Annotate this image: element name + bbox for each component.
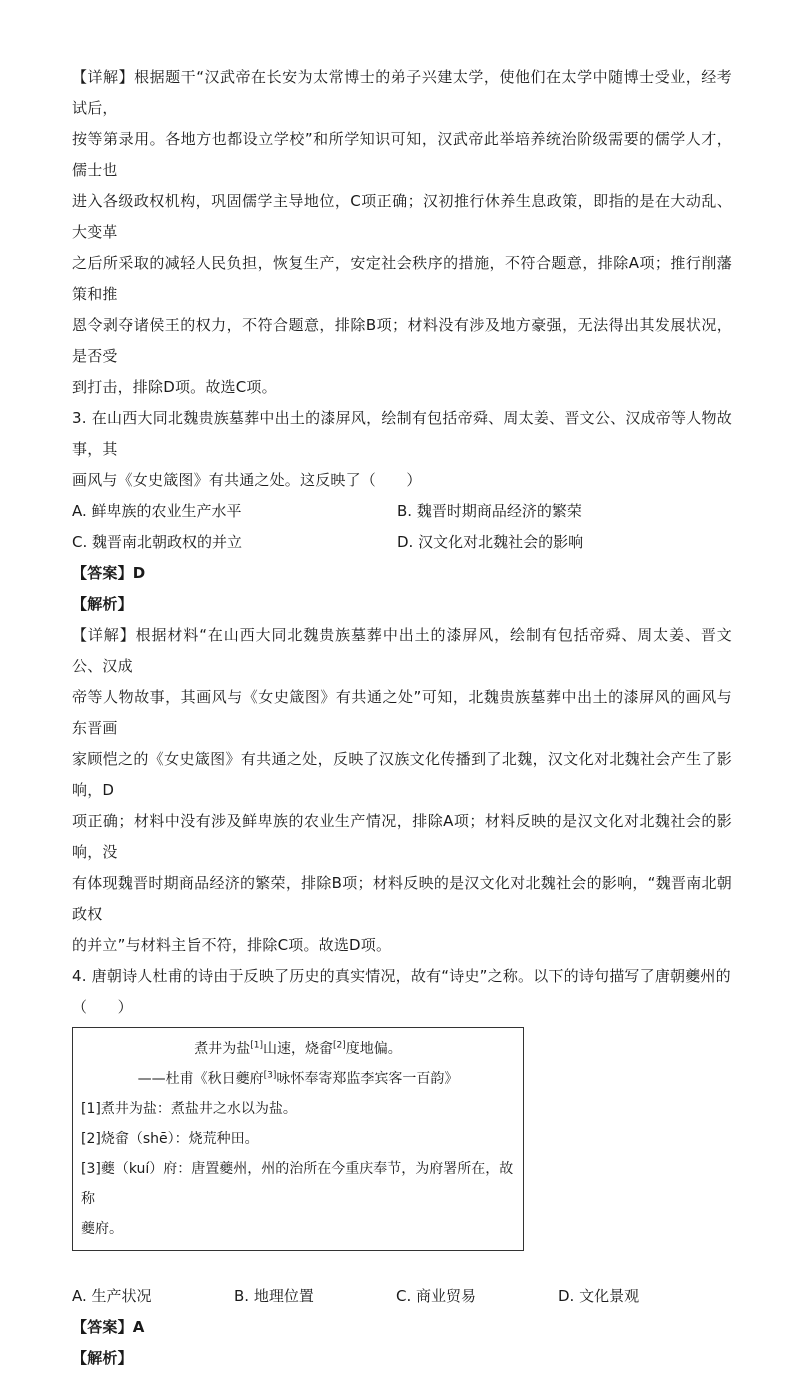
text-line: 项正确；材料中没有涉及鲜卑族的农业生产情况，排除A项；材料反映的是汉文化对北魏社会的影响，没 <box>72 812 732 861</box>
text-line: 【详解】根据材料“在山西大同北魏贵族墓葬中出土的漆屏风，绘制有包括帝舜、周太姜、晋文公、汉成 <box>72 626 732 675</box>
poem-box <box>72 1027 524 1251</box>
q4-stem-line: （ ） <box>72 998 133 1016</box>
q4-analysis-label: 【解析】 <box>72 1349 133 1367</box>
q4-option-a: A. 生产状况 <box>72 1287 152 1305</box>
text-line: 有体现魏晋时期商品经济的繁荣，排除B项；材料反映的是汉文化对北魏社会的影响，“魏晋南北朝政权 <box>72 874 732 923</box>
text-line: 进入各级政权机构，巩固儒学主导地位，C项正确；汉初推行休养生息政策，即指的是在大动乱、大变革 <box>72 192 732 241</box>
text-line: 的并立”与材料主旨不符，排除C项。故选D项。 <box>72 936 392 954</box>
text-line: 之后所采取的减轻人民负担，恢复生产，安定社会秩序的措施，不符合题意，排除A项；推行削藩策和推 <box>72 254 732 303</box>
q3-analysis-label: 【解析】 <box>72 595 133 613</box>
q3-option-c: C. 魏晋南北朝政权的并立 <box>72 533 243 551</box>
q3-stem-line: 3. 在山西大同北魏贵族墓葬中出土的漆屏风，绘制有包括帝舜、周太姜、晋文公、汉成帝等人物故事，其 <box>72 409 732 458</box>
text-line: 到打击，排除D项。故选C项。 <box>72 378 277 396</box>
document-page <box>72 62 732 1374</box>
q4-option-d: D. 文化景观 <box>558 1287 640 1305</box>
q3-options-row <box>72 496 732 527</box>
footnote-1: [1]煮井为盐：煮盐井之水以为盐。 <box>81 1101 297 1117</box>
q3-options-row <box>72 527 732 558</box>
text-line: 恩令剥夺诸侯王的权力，不符合题意，排除B项；材料没有涉及地方豪强，无法得出其发展状况，是否受 <box>72 316 732 365</box>
footnote-ref-2: [2] <box>333 1040 346 1051</box>
q4-option-c: C. 商业贸易 <box>396 1287 477 1305</box>
footnote-ref-3: [3] <box>263 1070 277 1081</box>
text-line: 帝等人物故事，其画风与《女史箴图》有共通之处”可知，北魏贵族墓葬中出土的漆屏风的画风与东晋画 <box>72 688 732 737</box>
q3-option-b: B. 魏晋时期商品经济的繁荣 <box>397 502 582 520</box>
footnote-2: [2]烧畲（shē）：烧荒种田。 <box>81 1131 259 1147</box>
q2-analysis <box>72 62 732 403</box>
poem-source: ——杜甫《秋日夔府[3]咏怀奉寄郑监李宾客一百韵》 <box>137 1070 459 1087</box>
footnote-ref-1: [1] <box>250 1040 263 1051</box>
footnote-3: [3]夔（kuí）府：唐置夔州，州的治所在今重庆奉节，为府署所在，故称 <box>81 1161 514 1207</box>
q3-answer: 【答案】D <box>72 564 146 582</box>
poem-line: 煮井为盐[1]山速，烧畲[2]度地偏。 <box>194 1040 402 1057</box>
question-3 <box>72 403 732 961</box>
q4-answer: 【答案】A <box>72 1318 145 1336</box>
footnote-3-cont: 夔府。 <box>81 1221 123 1237</box>
text-line: 家顾恺之的《女史箴图》有共通之处，反映了汉族文化传播到了北魏，汉文化对北魏社会产生了影响，D <box>72 750 732 799</box>
q3-option-d: D. 汉文化对北魏社会的影响 <box>397 533 584 551</box>
q3-option-a: A. 鲜卑族的农业生产水平 <box>72 502 242 520</box>
q4-option-b: B. 地理位置 <box>234 1287 314 1305</box>
text-line: 按等第录用。各地方也都设立学校”和所学知识可知，汉武帝此举培养统治阶级需要的儒学人才，儒士也 <box>72 130 732 179</box>
q3-stem-line: 画风与《女史箴图》有共通之处。这反映了（ ） <box>72 471 422 489</box>
text-line: 【详解】根据题干“汉武帝在长安为太常博士的弟子兴建太学，使他们在太学中随博士受业，经考试后， <box>72 68 732 117</box>
q4-stem-line: 4. 唐朝诗人杜甫的诗由于反映了历史的真实情况，故有“诗史”之称。以下的诗句描写了唐朝夔州的 <box>72 967 731 985</box>
q4-options-row <box>72 1281 732 1312</box>
question-4 <box>72 961 732 1374</box>
